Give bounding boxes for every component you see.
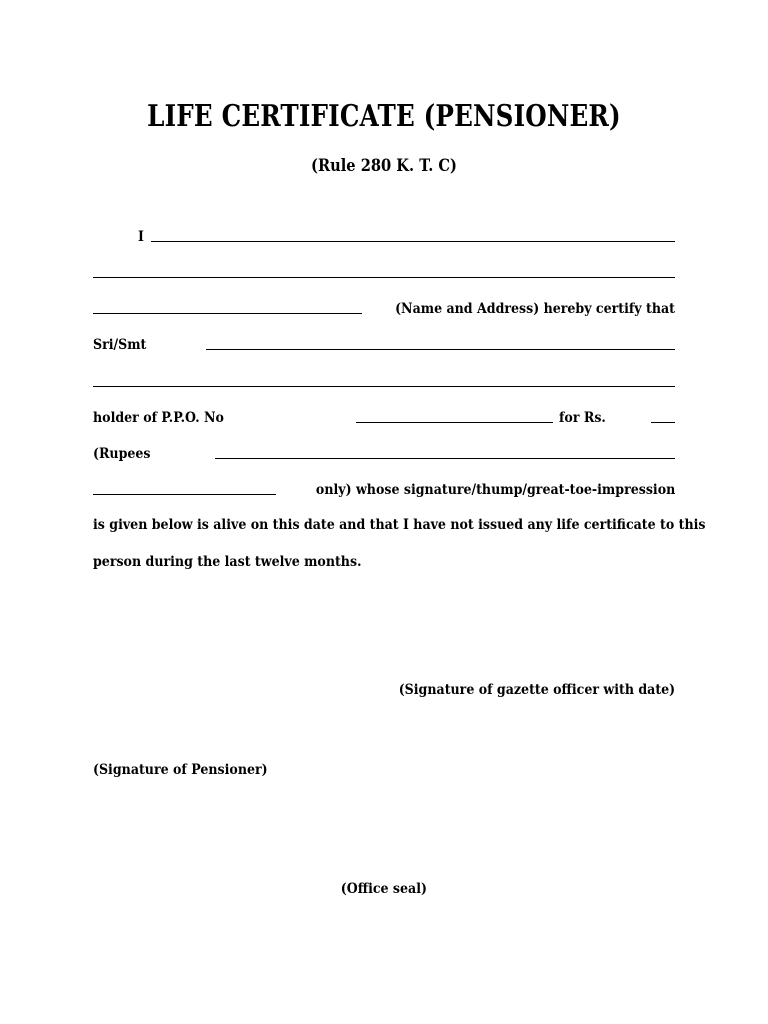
name-address-caption: (Name and Address) hereby certify that (395, 301, 675, 317)
amount-blank[interactable] (651, 422, 675, 423)
pensioner-address-row (93, 367, 675, 391)
only-row (93, 475, 675, 499)
sri-smt-label: Sri/Smt (93, 337, 147, 353)
rupees-label: (Rupees (93, 446, 151, 462)
office-seal-area (0, 881, 768, 897)
declarant-name-row (93, 222, 675, 246)
for-rs-label: for Rs. (559, 410, 607, 426)
pensioner-name-row (93, 330, 675, 354)
ppo-number-blank[interactable] (356, 422, 553, 423)
declarant-address-blank[interactable] (93, 277, 675, 278)
certificate-title: LIFE CERTIFICATE (PENSIONER) (147, 99, 621, 134)
declarant-name-blank[interactable] (151, 241, 675, 242)
certification-line-1: is given below is alive on this date and that I have not issued any life certificate to this (93, 517, 706, 533)
declarant-label: I (138, 229, 144, 245)
rupees-row (93, 439, 675, 463)
impression-text: only) whose signature/thump/great-toe-impression (315, 482, 675, 498)
ppo-label: holder of P.P.O. No (93, 410, 224, 426)
rupees-words-blank[interactable] (215, 458, 675, 459)
officer-signature-caption: (Signature of gazette officer with date) (398, 682, 675, 698)
ppo-row (93, 403, 675, 427)
declarant-address-blank-2[interactable] (93, 313, 362, 314)
declarant-address-row (93, 258, 675, 282)
rupees-words-blank-2[interactable] (93, 494, 276, 495)
certification-line-2: person during the last twelve months. (93, 554, 362, 570)
rule-subtitle: (Rule 280 K. T. C) (311, 156, 457, 176)
name-address-row (93, 294, 675, 318)
office-seal-caption: (Office seal) (340, 881, 428, 897)
pensioner-address-blank[interactable] (93, 386, 675, 387)
pensioner-signature-caption: (Signature of Pensioner) (93, 762, 268, 778)
pensioner-name-blank[interactable] (206, 349, 675, 350)
